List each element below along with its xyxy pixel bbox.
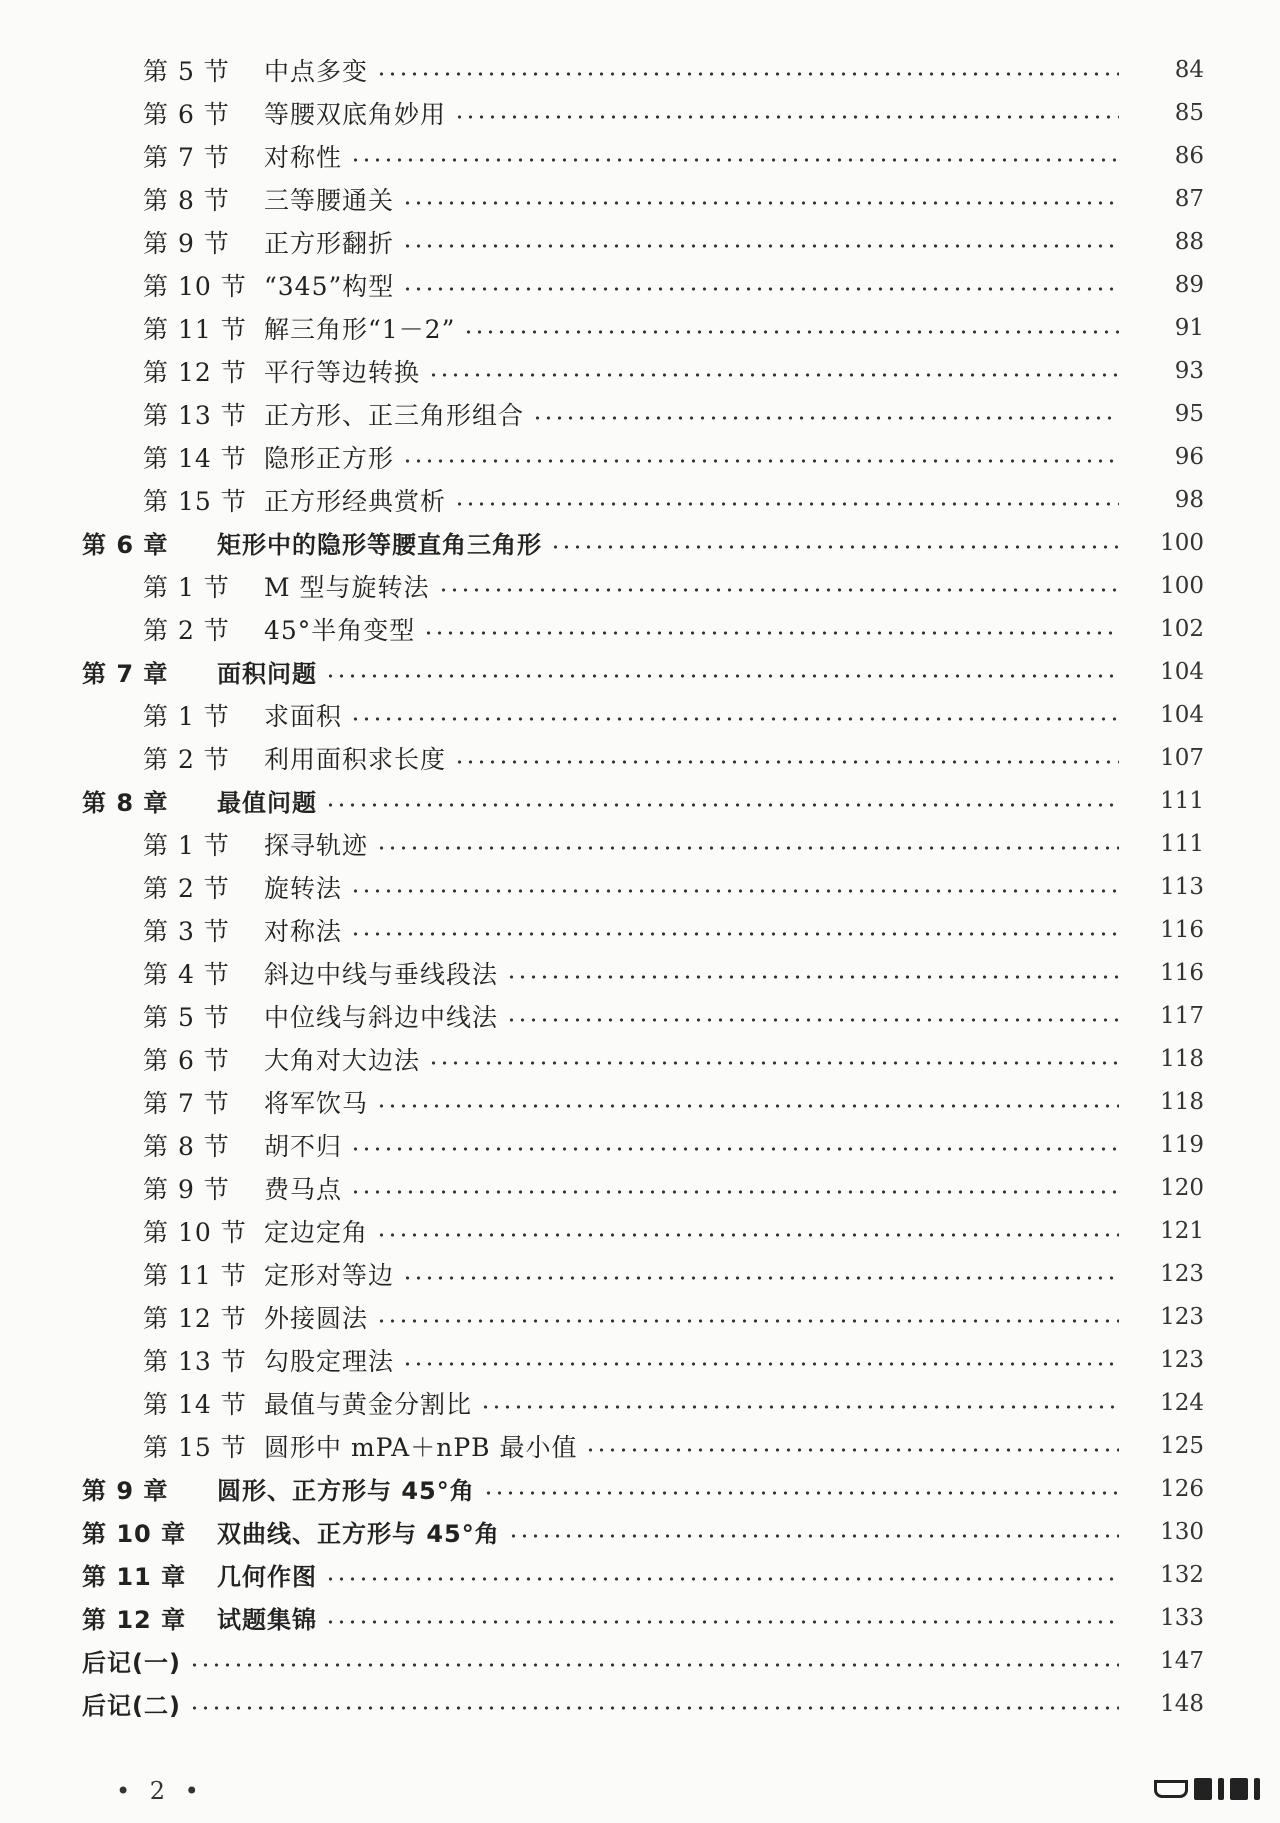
- toc-entry-number: 第 14 节: [143, 1389, 247, 1419]
- toc-entry-label: [0, 353, 420, 389]
- dot-leader: [508, 1534, 1119, 1538]
- toc-page-number: 104: [1160, 658, 1204, 685]
- toc-entry-title: 胡不归: [264, 1131, 343, 1161]
- dot-leader: [376, 72, 1119, 76]
- toc-page-number: 93: [1174, 357, 1204, 384]
- dot-leader: [189, 1706, 1119, 1710]
- toc-entry-title: 隐形正方形: [264, 443, 395, 473]
- toc-entry-title: 对称性: [264, 142, 343, 172]
- toc-page-number: 107: [1160, 744, 1204, 771]
- toc-entry-label: [0, 568, 430, 604]
- toc-page-number: 120: [1160, 1174, 1204, 1201]
- toc-entry-number: 第 2 节: [143, 744, 230, 774]
- toc-entry-title: 定形对等边: [264, 1260, 395, 1290]
- toc-entry-label: [0, 826, 368, 862]
- toc-page-number: 126: [1160, 1475, 1204, 1502]
- toc-entry-number: 第 11 节: [143, 314, 247, 344]
- toc-entry-title: 斜边中线与垂线段法: [264, 959, 499, 989]
- toc-entry-label: [0, 1643, 181, 1678]
- toc-entry-title: 双曲线、正方形与 45°角: [217, 1520, 500, 1548]
- toc-page-number: 123: [1160, 1260, 1204, 1287]
- toc-entry-title: 平行等边转换: [264, 357, 421, 387]
- toc-entry-label: [0, 783, 317, 818]
- toc-page-number: 86: [1174, 142, 1204, 169]
- dot-leader: [506, 975, 1119, 979]
- toc-page-number: 100: [1160, 572, 1204, 599]
- toc-section-row[interactable]: [0, 736, 1280, 779]
- toc-section-row[interactable]: [0, 951, 1280, 994]
- toc-entry-title: 利用面积求长度: [264, 744, 447, 774]
- toc-page-number: 87: [1174, 185, 1204, 212]
- toc-entry-label: [0, 224, 394, 260]
- dot-leader: [325, 674, 1119, 678]
- toc-entry-number: 第 10 节: [143, 271, 247, 301]
- toc-entry-title: 大角对大边法: [264, 1045, 421, 1075]
- toc-section-row[interactable]: [0, 349, 1280, 392]
- toc-page-number: 88: [1174, 228, 1204, 255]
- toc-page-number: 117: [1160, 1002, 1204, 1029]
- dot-leader: [350, 889, 1119, 893]
- toc-entry-number: 第 9 节: [143, 228, 230, 258]
- toc-entry-label: [0, 181, 394, 217]
- toc-entry-number: 第 11 节: [143, 1260, 247, 1290]
- toc-chapter-row[interactable]: [0, 1553, 1280, 1596]
- toc-entry-label: [0, 1213, 368, 1249]
- toc-entry-title: 圆形、正方形与 45°角: [217, 1477, 475, 1505]
- toc-entry-number: 第 11 章: [82, 1563, 187, 1591]
- toc-entry-label: [0, 138, 342, 174]
- dot-leader: [402, 244, 1119, 248]
- toc-entry-label: [0, 740, 446, 776]
- toc-entry-number: 第 12 节: [143, 357, 247, 387]
- toc-entry-label: [0, 396, 524, 432]
- dot-leader: [483, 1491, 1119, 1495]
- toc-entry-title: 45°半角变型: [264, 615, 416, 645]
- toc-entry-number: 第 6 节: [143, 1045, 230, 1075]
- toc-entry-label: [0, 611, 415, 647]
- toc-section-row[interactable]: [0, 220, 1280, 263]
- toc-entry-title: 最值问题: [217, 789, 317, 817]
- toc-section-row[interactable]: [0, 607, 1280, 650]
- toc-section-row[interactable]: [0, 564, 1280, 607]
- toc-entry-label: [0, 1600, 317, 1635]
- toc-section-row[interactable]: [0, 1080, 1280, 1123]
- toc-section-row[interactable]: [0, 865, 1280, 908]
- toc-section-row[interactable]: [0, 693, 1280, 736]
- dot-leader: [402, 287, 1119, 291]
- toc-page-number: 116: [1160, 959, 1204, 986]
- toc-section-row[interactable]: [0, 91, 1280, 134]
- toc-entry-title: 矩形中的隐形等腰直角三角形: [217, 531, 542, 559]
- toc-entry-label: [0, 1514, 500, 1549]
- toc-entry-title: 旋转法: [264, 873, 343, 903]
- toc-section-row[interactable]: [0, 1424, 1280, 1467]
- toc-page-number: 123: [1160, 1303, 1204, 1330]
- dot-leader: [325, 1620, 1119, 1624]
- toc-section-row[interactable]: [0, 306, 1280, 349]
- toc-page-number: 118: [1160, 1045, 1204, 1072]
- toc-entry-number: 第 2 节: [143, 873, 230, 903]
- toc-section-row[interactable]: [0, 1123, 1280, 1166]
- toc-page-number: 111: [1160, 787, 1204, 814]
- toc-page-number: 119: [1160, 1131, 1204, 1158]
- toc-appendix-row[interactable]: [0, 1639, 1280, 1682]
- toc-section-row[interactable]: [0, 48, 1280, 91]
- toc-entry-number: 第 8 节: [143, 185, 230, 215]
- dot-leader: [350, 158, 1119, 162]
- toc-appendix-row[interactable]: [0, 1682, 1280, 1725]
- toc-page-number: 148: [1160, 1690, 1204, 1717]
- toc-chapter-row[interactable]: [0, 1510, 1280, 1553]
- toc-entry-title: 后记(一): [82, 1649, 181, 1677]
- toc-chapter-row[interactable]: [0, 1596, 1280, 1639]
- toc-entry-title: 三等腰通关: [264, 185, 395, 215]
- toc-page-number: 125: [1160, 1432, 1204, 1459]
- toc-entry-label: [0, 1127, 342, 1163]
- page-number-footer: • 2 •: [116, 1777, 205, 1805]
- toc-entry-label: [0, 869, 342, 905]
- toc-entry-number: 第 7 节: [143, 1088, 230, 1118]
- dot-leader: [376, 846, 1119, 850]
- toc-entry-label: [0, 697, 342, 733]
- toc-entry-label: [0, 95, 446, 131]
- toc-section-row[interactable]: [0, 1166, 1280, 1209]
- toc-section-row[interactable]: [0, 478, 1280, 521]
- toc-chapter-row[interactable]: [0, 779, 1280, 822]
- toc-page-number: 98: [1174, 486, 1204, 513]
- toc-section-row[interactable]: [0, 908, 1280, 951]
- toc-entry-label: [0, 1084, 368, 1120]
- toc-page-number: 132: [1160, 1561, 1204, 1588]
- toc-entry-label: [0, 998, 498, 1034]
- toc-page-number: 133: [1160, 1604, 1204, 1631]
- toc-entry-label: [0, 955, 498, 991]
- toc-section-row[interactable]: [0, 1037, 1280, 1080]
- toc-page-number: 118: [1160, 1088, 1204, 1115]
- toc-entry-number: 第 1 节: [143, 830, 230, 860]
- toc-section-row[interactable]: [0, 994, 1280, 1037]
- toc-entry-title: 对称法: [264, 916, 343, 946]
- watermark-logo-icon: [1154, 1778, 1260, 1800]
- dot-leader: [506, 1018, 1119, 1022]
- toc-entry-number: 第 10 节: [143, 1217, 247, 1247]
- toc-chapter-row[interactable]: [0, 521, 1280, 564]
- toc-page-number: 130: [1160, 1518, 1204, 1545]
- toc-entry-number: 第 7 节: [143, 142, 230, 172]
- toc-entry-number: 第 13 节: [143, 400, 247, 430]
- toc-entry-title: 求面积: [264, 701, 343, 731]
- toc-entry-number: 第 8 章: [82, 789, 169, 817]
- toc-entry-number: 第 8 节: [143, 1131, 230, 1161]
- toc-entry-number: 第 4 节: [143, 959, 230, 989]
- toc-entry-label: [0, 1557, 317, 1592]
- toc-entry-label: [0, 1041, 420, 1077]
- toc-entry-number: 第 15 节: [143, 486, 247, 516]
- dot-leader: [350, 1190, 1119, 1194]
- toc-entry-label: [0, 52, 368, 88]
- dot-leader: [325, 803, 1119, 807]
- toc-page-number: 89: [1174, 271, 1204, 298]
- dot-leader: [550, 545, 1119, 549]
- toc-section-row[interactable]: [0, 1209, 1280, 1252]
- toc-page-number: 111: [1160, 830, 1204, 857]
- dot-leader: [438, 588, 1119, 592]
- toc-entry-label: [0, 1342, 394, 1378]
- toc-chapter-row[interactable]: [0, 650, 1280, 693]
- dot-leader: [423, 631, 1119, 635]
- toc-entry-number: 第 15 节: [143, 1432, 247, 1462]
- toc-entry-title: 正方形翻折: [264, 228, 395, 258]
- toc-section-row[interactable]: [0, 134, 1280, 177]
- toc-entry-number: 第 14 节: [143, 443, 247, 473]
- toc-entry-number: 第 13 节: [143, 1346, 247, 1376]
- toc-entry-number: 第 12 章: [82, 1606, 187, 1634]
- dot-leader: [402, 1362, 1119, 1366]
- toc-entry-title: 中位线与斜边中线法: [264, 1002, 499, 1032]
- toc-entry-label: [0, 1256, 394, 1292]
- toc-entry-number: 第 9 节: [143, 1174, 230, 1204]
- toc-entry-title: 正方形经典赏析: [264, 486, 447, 516]
- toc-section-row[interactable]: [0, 1381, 1280, 1424]
- dot-leader: [454, 760, 1119, 764]
- toc-page-number: 113: [1160, 873, 1204, 900]
- toc-entry-label: [0, 267, 394, 303]
- toc-entry-label: [0, 1428, 577, 1464]
- toc-entry-title: “345”构型: [264, 271, 395, 301]
- toc-entry-number: 第 1 节: [143, 572, 230, 602]
- toc-entry-label: [0, 1170, 342, 1206]
- dot-leader: [480, 1405, 1119, 1409]
- dot-leader: [428, 373, 1119, 377]
- toc-page-number: 91: [1174, 314, 1204, 341]
- toc-entry-title: 等腰双底角妙用: [264, 99, 447, 129]
- dot-leader: [402, 201, 1119, 205]
- toc-entry-title: 解三角形“1－2”: [264, 314, 456, 344]
- toc-entry-number: 第 3 节: [143, 916, 230, 946]
- toc-section-row[interactable]: [0, 1252, 1280, 1295]
- toc-page-number: 85: [1174, 99, 1204, 126]
- toc-entry-label: [0, 1299, 368, 1335]
- toc-entry-number: 第 6 章: [82, 531, 169, 559]
- toc-page-number: 124: [1160, 1389, 1204, 1416]
- dot-leader: [376, 1233, 1119, 1237]
- dot-leader: [325, 1577, 1119, 1581]
- toc-entry-number: 第 7 章: [82, 660, 169, 688]
- dot-leader: [585, 1448, 1119, 1452]
- toc-entry-number: 第 9 章: [82, 1477, 169, 1505]
- dot-leader: [454, 502, 1119, 506]
- toc-section-row[interactable]: [0, 263, 1280, 306]
- toc-entry-title: 正方形、正三角形组合: [264, 400, 525, 430]
- dot-leader: [428, 1061, 1119, 1065]
- toc-entry-number: 第 12 节: [143, 1303, 247, 1333]
- toc-section-row[interactable]: [0, 177, 1280, 220]
- toc-entry-label: [0, 310, 455, 346]
- toc-entry-number: 第 6 节: [143, 99, 230, 129]
- toc-entry-number: 第 10 章: [82, 1520, 187, 1548]
- dot-leader: [463, 330, 1119, 334]
- dot-leader: [402, 1276, 1119, 1280]
- toc-entry-title: 将军饮马: [264, 1088, 369, 1118]
- toc-entry-title: 圆形中 mPA＋nPB 最小值: [264, 1432, 578, 1462]
- toc-entry-title: 外接圆法: [264, 1303, 369, 1333]
- toc-entry-label: [0, 912, 342, 948]
- toc-entry-number: 第 2 节: [143, 615, 230, 645]
- toc-entry-label: [0, 654, 317, 689]
- toc-section-row[interactable]: [0, 1338, 1280, 1381]
- toc-entry-label: [0, 525, 542, 560]
- toc-chapter-row[interactable]: [0, 1467, 1280, 1510]
- toc-section-row[interactable]: [0, 392, 1280, 435]
- toc-entry-number: 第 5 节: [143, 1002, 230, 1032]
- toc-entry-title: 定边定角: [264, 1217, 369, 1247]
- dot-leader: [402, 459, 1119, 463]
- dot-leader: [532, 416, 1119, 420]
- dot-leader: [189, 1663, 1119, 1667]
- table-of-contents: [0, 48, 1280, 1725]
- toc-entry-title: 试题集锦: [217, 1606, 317, 1634]
- toc-entry-label: [0, 1471, 475, 1506]
- dot-leader: [350, 932, 1119, 936]
- toc-section-row[interactable]: [0, 822, 1280, 865]
- toc-entry-number: 第 1 节: [143, 701, 230, 731]
- toc-entry-title: 探寻轨迹: [264, 830, 369, 860]
- toc-section-row[interactable]: [0, 1295, 1280, 1338]
- toc-page-number: 100: [1160, 529, 1204, 556]
- toc-page-number: 147: [1160, 1647, 1204, 1674]
- toc-entry-number: 第 5 节: [143, 56, 230, 86]
- dot-leader: [376, 1319, 1119, 1323]
- toc-entry-label: [0, 1385, 472, 1421]
- toc-entry-title: 最值与黄金分割比: [264, 1389, 473, 1419]
- toc-entry-label: [0, 1686, 181, 1721]
- toc-page-number: 104: [1160, 701, 1204, 728]
- toc-entry-title: 中点多变: [264, 56, 369, 86]
- toc-page-number: 123: [1160, 1346, 1204, 1373]
- dot-leader: [454, 115, 1119, 119]
- toc-page-number: 116: [1160, 916, 1204, 943]
- dot-leader: [376, 1104, 1119, 1108]
- toc-entry-title: M 型与旋转法: [264, 572, 430, 602]
- toc-entry-title: 几何作图: [217, 1563, 317, 1591]
- toc-entry-title: 面积问题: [217, 660, 317, 688]
- toc-entry-title: 勾股定理法: [264, 1346, 395, 1376]
- toc-page-number: 96: [1174, 443, 1204, 470]
- toc-page-number: 102: [1160, 615, 1204, 642]
- dot-leader: [350, 717, 1119, 721]
- toc-section-row[interactable]: [0, 435, 1280, 478]
- dot-leader: [350, 1147, 1119, 1151]
- toc-page-number: 95: [1174, 400, 1204, 427]
- toc-page-number: 121: [1160, 1217, 1204, 1244]
- toc-page-number: 84: [1174, 56, 1204, 83]
- toc-entry-label: [0, 482, 446, 518]
- toc-entry-title: 后记(二): [82, 1692, 181, 1720]
- toc-entry-label: [0, 439, 394, 475]
- toc-entry-title: 费马点: [264, 1174, 343, 1204]
